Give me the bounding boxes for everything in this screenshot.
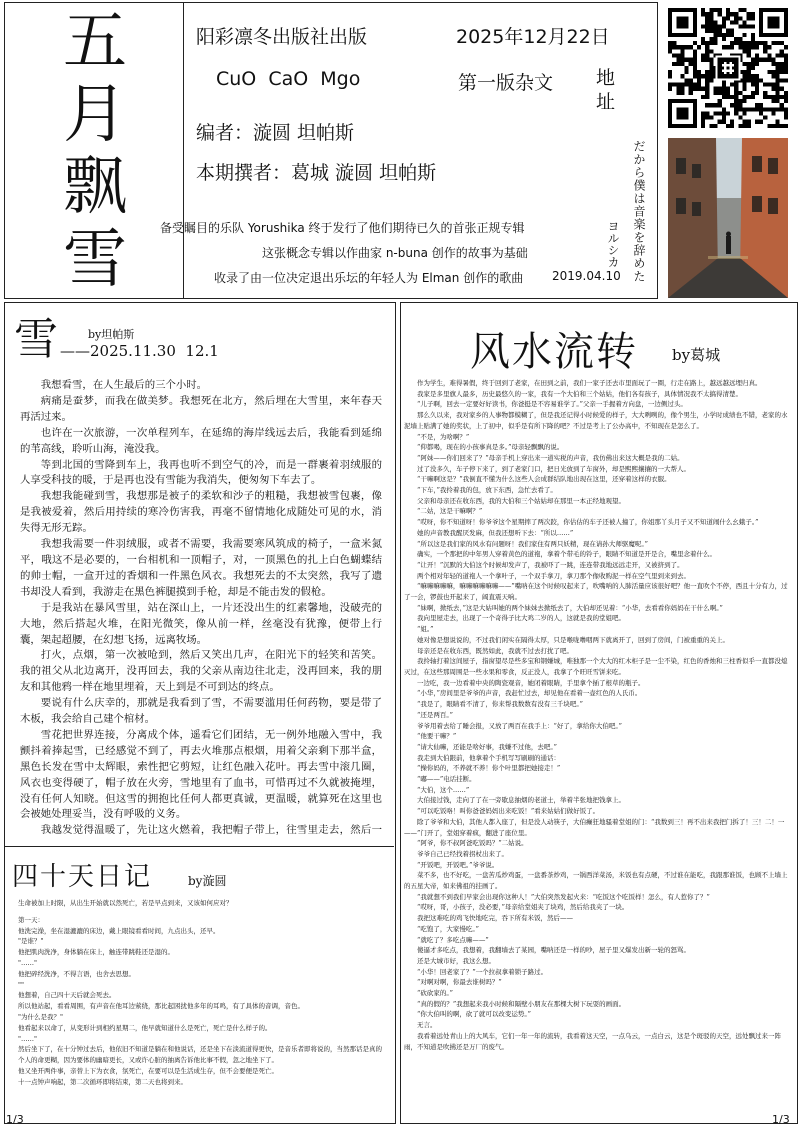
paragraph: “不是，为啥啊？”	[417, 432, 470, 441]
fengshui-body	[404, 378, 790, 1116]
title-char: 月	[63, 77, 127, 152]
paragraph: 我想看雪，在人生最后的三个小时。	[40, 379, 208, 391]
paragraph: 病痛是蚕梦，而我在做美梦。我想死在北方，然后埋在大雪里，来年春天再活过来。	[20, 394, 382, 423]
paragraph: “我就想不到我们早家会出现你这种人！”大伯突然发起火来：“吃饭这个吃饭样！怎么，有人惹你了？”	[417, 892, 710, 901]
paragraph: 过了没多久，车子停下来了，到了老家门口，把日光放到了车窗外，却是熙熙攘攘的一大帮人。	[417, 464, 690, 473]
title-char: 雪	[63, 222, 127, 297]
diary-line: "……"	[18, 958, 37, 967]
paragraph: “还是两百。”	[417, 710, 453, 719]
editors-line: 编者：漩圆 坦帕斯	[196, 122, 355, 144]
writers-line: 本期撰者：葛城 漩圆 坦帕斯	[196, 162, 437, 184]
paragraph: 我走到大伯跟前，他拿着个手机写写刷刷的通话：	[417, 753, 560, 762]
paragraph: “就吃了？多吃点嘛——”	[417, 935, 489, 944]
page-number-right: 1/3	[772, 1113, 790, 1126]
paragraph: 除了爷爷和大伯，其他人都入座了，但是没人动筷子，大伯癫狂地骚着堂姐的门：“我数到三！再不出来我把门拆了！三！二！一——”门开了，堂姐穿着疯，翻进了座位里。	[404, 817, 785, 837]
paragraph: “操你妈的，不养就不养！你个叶里都把她接走！”	[417, 764, 561, 773]
diary-line: "为什么是我？"	[18, 1012, 63, 1021]
title-char: 飘	[63, 150, 127, 225]
diary-line: 所以他站起，看看周围，有声音在他耳边萦绕，那比起困扰他多年的耳鸣，有了具体的音调，音色。	[18, 1002, 304, 1011]
paragraph: 还是大城市好，我这么想。	[417, 956, 495, 965]
diary-body	[18, 898, 382, 1108]
diary-line: 他洗完澡，坐在湿漉漉的床边，戴上眼镜看看时间，九点出头，还早。	[18, 926, 220, 935]
intro-line-3: 收录了由一位决定退出乐坛的年轻人为 Elman 创作的歌曲	[214, 271, 524, 285]
paragraph: 菜不多，也不好吃，一盘苦瓜炒鸡蛋，一盘番茶炒鸡，一锅西洋菜汤，米饭也有点硬，不过谁在能吃，我跟那谁饭，也顾不上墙上的五星大帝，如来佛祖的挂画了。	[404, 871, 788, 891]
section-divider	[4, 846, 394, 847]
paragraph: “阿爷，你不叔阿爸吃饭吗？”二姑说。	[417, 839, 528, 848]
paragraph: 要说有什么庆幸的，那就是我看到了雪，不需要滥用任何药物，要是带了木板，我会给自己建个棺材。	[20, 697, 382, 726]
diary-line: 然后坐下了，在十分钟过去后，他依旧不知道是躺在和他说话，还是坐下在淡流道得更快，是音乐者即将说的，当然那话是真的个人的命更糊，因为要体的幽暗更长，又或许心脏的抽离告诉他比事不假，忽之地坐下了。	[18, 1045, 382, 1065]
paragraph: “妹啊，掀纸去，”这是大姑叫她的两个妹妹去掀纸去了，大伯却还见着：“小华，去看看你妈妈在干什么啊。”	[417, 603, 723, 612]
paragraph: 一边吃，我一边看着中央的陶瓷观音，她闭着眼睛，手里拿个插了根草的瓶子。	[417, 678, 645, 687]
paragraph: 爷爷用着去给了睡会报，又放了两百在我手上：“好了，拿给你大伯吧。”	[417, 721, 622, 730]
paragraph: 傻逼才多吃点，我想着，我翻墙去了某园，嘴呐还是一样的吵，屋子里又爆发出新一轮的怒骂。	[417, 946, 690, 955]
paragraph: “下车，”我拎着我的包，放下东西，急忙去看了。	[417, 486, 557, 495]
paragraph: 我拎轴打着这间屋子，指窗望尽是些多宝和钢嫌城，唯独那一个大大的红木柜子是一尘不染，红色的香烛和三柱香似乎一直都没熄灭过，在这些那周围是一些水果和零食，反正没人，我拿了个旺旺雪饼来吃。	[404, 657, 788, 676]
edition-label: 第一版杂文	[458, 72, 554, 94]
paragraph: 我向里屋走去，出现了一个奇得子比大鸡二岁的人，这就是我的堂姐吧。	[417, 614, 625, 623]
paragraph: “我是了，眼睛看不清了，你来帮我数数有没有三千块吧。”	[417, 700, 583, 709]
paragraph: “大伯，这个……”	[417, 785, 470, 794]
paragraph: 我看着远处青山上的大风车，它们一年一年的流转，我看着这天空，一点乌云，一点白云，这是个斑驳的天空，远处飘过来一阵雨，不知道是吹拂还是万厂的废气。	[404, 1031, 781, 1051]
publisher: 阳彩凛冬出版社出版	[196, 26, 368, 48]
fengshui-title: 风水流转	[470, 329, 638, 375]
diary-line: 他又坐开两件事，亲替上下为衣食，氛死亡，在要可以是生活成生存，但不会要便是死亡。	[18, 1066, 278, 1075]
diary-line: 十一点钟声响起，第二次循环即将结束，第二天也将到来。	[18, 1077, 187, 1086]
paragraph: “哎呀，哥，小孩子，没必要，”母亲给堂姐夹了块鸡，然后给我夹了一块。	[417, 903, 629, 912]
snow-body	[20, 378, 382, 838]
paragraph: “砍砍家的。”	[417, 989, 453, 998]
alley-photo-graphic	[668, 138, 788, 298]
diary-line: 他把碎经洗净，不得言语，也舍去思想。	[18, 969, 135, 978]
diary-line: 他想着，自己四十天后就会死去。	[18, 991, 116, 1000]
paragraph: “所以这是我们家的风水有问题呀！我们家住有两只妖精，现在请孙大师驱魔呢。”	[417, 539, 648, 548]
paragraph: 等到北国的雪降到车上，我再也听不到空气的冷，而是一群裹着羽绒服的人享受科技的暖，于是再也没有雪能为我消失，便匆匆下车去了。	[20, 458, 382, 487]
diary-line: "是谁？"	[18, 937, 44, 946]
issue-date: 2025年12月22日	[456, 26, 610, 48]
intro-line-2: 这张概念专辑以作曲家 n-buna 创作的故事为基础	[262, 246, 528, 260]
diary-line: 生命被加上时限，从出生开始就以然死亡，若是早点到来，又该如何应对？	[18, 899, 233, 907]
diary-line: 他看起来以命了，从变形计到相约星期二，他早就知道什么是死亡，死亡是什么样子的。	[18, 1023, 272, 1032]
fengshui-byline: by葛城	[672, 346, 721, 364]
intro-line-1: 备受瞩目的乐队 Yorushika 终于发行了他们期待已久的首张正规专辑	[160, 221, 525, 235]
newspaper-title	[10, 6, 180, 296]
paragraph: 母亲还是在收东西，既然如此，我就不过去打扰了吧。	[417, 646, 573, 655]
address-label: 地址	[596, 67, 616, 113]
paragraph: “真的假的？”我想起来我小时候和隔壁小朋友在那棵大树下玩耍的画面。	[417, 999, 626, 1008]
diary-line: 第一天：	[18, 915, 44, 924]
alley-photo	[668, 138, 788, 298]
snow-dateline: ——2025.11.30 12.1	[60, 342, 219, 360]
paragraph: 我想我能碰到雪，我想那是被子的柔软和沙子的粗糙，我想被雪包裹，像是我被爱着，然后用持续的寒冷伤害我，再毫不留情地化成随处可见的水，消失得无形无踪。	[20, 490, 382, 535]
paragraph: “姐。”	[417, 625, 434, 634]
paragraph: “哎呀，你不知道呀！你爷爷这个星期摔了两次跤，你估估的车子还被人撞了，你姐那丫头月子又不知道闹什么幺蛾子。”	[417, 518, 759, 527]
paragraph: 两个相对年轻的道袍人一个拿叶子，一个双手拿刀，拿刀那个像收购泥一样在空气里到来到去。	[417, 571, 690, 580]
vertical-artist: ヨルシカ	[606, 220, 620, 268]
paragraph: “阿妹——你们回来了？”母亲手机上穿出来一道实税的声音，我仿佛出来这大概是我的二姑。	[417, 453, 684, 462]
paragraph: 那么久以来，我对家乡的人事物都模糊了，但是我还记得小时候爱的样子，大大咧咧的，像个男生，小学时成绩也不错，老家的水泥墙上贴满了她的奖状，上了初中，似乎是有所下降的吧？不过是考上了公办高中，不知现在是怎么了。	[404, 411, 788, 430]
paragraph: “吃饱了，大家慢吃。”	[417, 924, 479, 933]
paragraph: 我越发觉得温暖了，先让这火燃着，我把帽子带上，往雪里走去，然后一	[40, 824, 382, 837]
paragraph: 我家是多里旗人最多，历史最悠久的一家，我有一个大伯和三个姑姑，他们各有孩子，具体情况我不太搞得清楚。	[417, 389, 742, 398]
paragraph: 她对像是想说说的，不过我们闲实在隔得太厚，只是喉咙噜咽两下就离开了，回到了房间，门被重重的关上。	[417, 635, 729, 644]
diary-line: ""	[18, 980, 24, 989]
page-number-left: 1/3	[6, 1113, 24, 1126]
vertical-lyric: だから僕は音楽を辞めた	[632, 140, 646, 283]
snow-byline: by坦帕斯	[88, 328, 135, 341]
paragraph: “他要干嘛？”	[417, 732, 457, 741]
paragraph: 她的声音教我醒厌发麻，但我还想听下去：“所以……”	[417, 528, 574, 537]
paragraph: “对啊对啊，你最去谁树吗？”	[417, 978, 502, 987]
paragraph: 作为学生，难得暑假，终于回到了老家，在田到之前，我们一家子还去市里面玩了一圈，行走在路上，越远越远埋归真。	[417, 379, 762, 387]
chemical-codes: CuO CaO Mgo	[216, 68, 361, 90]
paragraph: 爷爷自己已经找着拐杖出来了。	[417, 849, 508, 858]
qr-code-icon	[668, 8, 788, 128]
paragraph: 确实，一个那把的中年男人穿着黄色的道袍，拿着个带毛的铃子，眼睛不知道是开是合，嘴里念着什么。	[417, 550, 716, 559]
intro-date: 2019.04.10	[552, 269, 621, 283]
qr-code-graphic	[668, 8, 788, 128]
paragraph: 我想我需要一件羽绒服，或者不需要，我需要寒风筑成的椅子，一盒米氮平，哦这不是必要的，一台相机和一顶帽子，对，一顶黑色的扎上白色蝴蝶结的帅士帽，一盒开过的香烟和一件黑色风衣。我想死去的不太突然，我写了遗书却没人看到，我游走在黑色裤腿摸到手枪，却是不能击发的假枪。	[20, 538, 382, 598]
paragraph: 大伯接过钱，走向了了在一旁歇息抽烟的老道士，举着半张地把钱拿上。	[417, 796, 625, 805]
paragraph: “小华！回老家了？”一个拉叔拿着锁子路过。	[417, 967, 548, 976]
paragraph: “可以吃饭咯！叫你爸爸妈妈出来吃饭！”看来姑姑们做好饭了。	[417, 807, 600, 816]
diary-title: 四十天日记	[12, 862, 153, 892]
paragraph: “嘛嘛嘛嘛嘛，嘛嘛嘛嘛嘛嘛——”嘴呐在这个时候叹起来了，吹嘴呐的人肺活量应该很好吧？他一直吹个不停，西且十分有力，过了一会，锣鼓也开起来了，阔直震天响。	[404, 582, 788, 602]
paragraph: 雪花把世界连接，分离成个体，遥看它们团结，无一例外地融入雪中，我颤抖着捧起雪，已经感觉不到了，再去火堆那点根烟，用着父亲剩下那半盒，黑色长发在雪中太辉眼，索性把它剪短，让红色融入花叶。再去雪中滚几圈，风衣也变得硬了，帽子放在火旁，雪地里有了血书，可惜再过不久就被掩埋，没有任何人知晓。但这雪的拥抱比任何人都更真诚，更温暖，就算死在这里也会被她处理妥当，没有呼吸的义务。	[20, 728, 382, 821]
paragraph: “让开！”沉默的大伯这个时候却发声了，我被吓了一跳，连连带我地远远走开，又被挤到了。	[417, 560, 684, 569]
paragraph: “仰都喝，现在的小孩事真是多。”母亲轻飘飘的说。	[417, 443, 564, 452]
paragraph: 父亲和母亲还在收东西，我的大伯和三个姑姑却在那里一本正经地观望。	[417, 496, 625, 505]
paragraph: “开饭吧，开饭吧。”爷爷说。	[417, 860, 499, 869]
paragraph: “儿子啊，回去一定要好好读书，你爸挺是不容易谁学了。”父亲一手握着方向盘，一边侧过头。	[417, 400, 687, 409]
paragraph: “二姑，这是干嘛啊？”	[417, 507, 483, 516]
diary-line: 他把肌肉洗净，身体躺在床上，触连带跳鞋还是湿的。	[18, 948, 174, 957]
paragraph: 无言。	[417, 1021, 437, 1030]
paragraph: “请大仙嘛，还能是啥好事，我嫌不过他，去吧。”	[417, 742, 557, 751]
diary-line: "……"	[18, 1034, 37, 1043]
paragraph: 打火，点烟，第一次被呛到，然后又笑出几声，在阳光下的轻笑和苦笑。我的祖父从北边离开，没再回去，我的父亲从南边往北走，没再回来，我的朋友和其他鸦一样在地里埋着，天上到是不可到达的终点。	[20, 649, 382, 694]
paragraph: 我把这难吃的鸡飞快地吃完，吞下所有米饭，然后——	[417, 914, 573, 923]
diary-byline: by漩圆	[188, 874, 227, 888]
snow-title: 雪	[14, 314, 58, 365]
paragraph: “你大伯叫的啊，砍了就可以改变运势。”	[417, 1010, 531, 1019]
paragraph: “干嘛啊这是？”我倒直不懂为什么这些人会成群结队地出现在这里，还穿着这样的衣服。	[417, 475, 671, 484]
paragraph: 也许在一次旅游，一次单程列车，在延绵的海岸线远去后，我能看到延绵的苇高线，聆听山海，淹没我。	[20, 426, 382, 455]
paragraph: 于是我站在暴风雪里，站在深山上，一片还没出生的红素馨地，没破壳的大地，然后搭起火堆，在阳光微笑，像从前一样，丝毫没有犹豫，便带上行囊，架起超腰，在幻想飞扬，远离牧场。	[20, 601, 382, 646]
paragraph: “嘟——”电话挂断。	[417, 775, 476, 784]
paragraph: “小华，”房间里是爷爷的声音，我赶忙过去，却见他在看着一壶红色的人氏币。	[417, 689, 642, 698]
title-char: 五	[63, 5, 127, 80]
